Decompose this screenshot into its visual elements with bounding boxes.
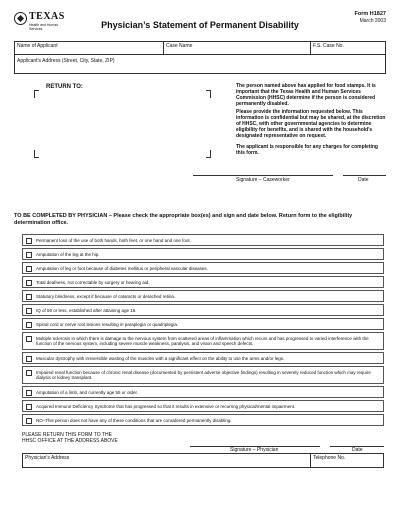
address-corner-bottom-right bbox=[206, 150, 211, 158]
form-number: Form H1827 bbox=[354, 11, 386, 17]
condition-item[interactable]: Permanent loss of the use of both hands, both feet, or one hand and one foot. bbox=[22, 234, 384, 246]
address-corner-top-left bbox=[34, 90, 39, 98]
checkbox[interactable] bbox=[26, 418, 32, 424]
condition-item[interactable]: Spinal cord or nerve root lesions resulting in paraplegia or quadriplegia. bbox=[22, 318, 384, 330]
condition-item[interactable]: Amputation of the leg at the hip. bbox=[22, 248, 384, 260]
logo-subtitle: Health and Human Services bbox=[29, 23, 59, 31]
caseworker-signature-line[interactable] bbox=[193, 175, 333, 176]
checkbox[interactable] bbox=[26, 294, 32, 300]
return-instruction-line1: PLEASE RETURN THIS FORM TO THE bbox=[22, 432, 112, 438]
notice-paragraph-3: The applicant is responsible for any charges for completing this form. bbox=[236, 144, 378, 156]
applicant-name-field[interactable]: Name of Applicant bbox=[17, 43, 58, 49]
caseworker-signature-label: Signature – Caseworker bbox=[236, 177, 290, 183]
form-date: March 2003 bbox=[359, 18, 386, 24]
address-corner-top-right bbox=[206, 90, 211, 98]
physician-instructions: TO BE COMPLETED BY PHYSICIAN – Please check the appropriate box(es) and sign and date below. Return form to the eligibility determination office. bbox=[14, 213, 353, 226]
condition-item[interactable]: Impaired renal function because of chronic renal disease (documented by persistent adverse objective findings) resulting in severely reduced function which may require dialysis or kidney transplant. bbox=[22, 366, 384, 384]
checkbox[interactable] bbox=[26, 356, 32, 362]
return-instruction-line2: HHSC OFFICE AT THE ADDRESS ABOVE bbox=[22, 438, 118, 444]
condition-item[interactable]: NO–This person does not have any of these conditions that are considered permanently disabling. bbox=[22, 414, 384, 426]
address-corner-bottom-left bbox=[34, 150, 39, 158]
case-name-field[interactable]: Case Name bbox=[166, 43, 193, 49]
checkbox[interactable] bbox=[26, 280, 32, 286]
checkbox[interactable] bbox=[26, 266, 32, 272]
fs-case-no-field[interactable]: F.S. Case No. bbox=[313, 43, 344, 49]
physician-signature-label: Signature – Physician bbox=[230, 447, 279, 453]
divider bbox=[310, 453, 311, 468]
condition-item[interactable]: Amputation of a limb, and currently age 55 or older. bbox=[22, 386, 384, 398]
checkbox[interactable] bbox=[26, 336, 32, 342]
physician-address-field[interactable]: Physician's Address bbox=[25, 455, 70, 461]
checkbox[interactable] bbox=[26, 252, 32, 258]
divider bbox=[310, 41, 311, 54]
checkbox[interactable] bbox=[26, 390, 32, 396]
return-to-label: RETURN TO: bbox=[46, 84, 83, 90]
applicant-address-field[interactable]: Applicant's Address (Street, City, State, ZIP) bbox=[17, 58, 115, 64]
checkbox[interactable] bbox=[26, 308, 32, 314]
form-title: Physician’s Statement of Permanent Disability bbox=[101, 20, 299, 30]
condition-item[interactable]: Muscular dystrophy with irreversible wasting of the muscles with a significant effect on the ability to use the arms and/or legs. bbox=[22, 352, 384, 364]
checkbox[interactable] bbox=[26, 370, 32, 376]
divider bbox=[14, 54, 386, 55]
divider bbox=[163, 41, 164, 54]
notice-paragraph-2: Please provide the information requested below. This information is confidential but may be shared, at the discretion of HHSC, with other governmental agencies to determine eligibility for benefits, and is shared with the household's designated representative on request. bbox=[236, 109, 386, 139]
caseworker-date-label: Date bbox=[358, 177, 369, 183]
checkbox[interactable] bbox=[26, 322, 32, 328]
notice-paragraph-1: The person named above has applied for food stamps. It is important that the Texas Health and Human Services Commission (HHSC) determine if the person is considered permanently disabled. bbox=[236, 83, 376, 107]
condition-item[interactable]: Multiple sclerosis in which there is damage to the nervous system from scattered areas of inflammation which recurs and has progressed to varied interference with the function of the nervous system, including severe muscle weakness, paralysis, and vision and speech defects. bbox=[22, 332, 384, 350]
condition-item[interactable]: Acquired Immune Deficiency Syndrome that has progressed so that it results in extensive or recurring physical/mental impairment. bbox=[22, 400, 384, 412]
telephone-field[interactable]: Telephone No. bbox=[313, 455, 346, 461]
physician-date-label: Date bbox=[352, 447, 363, 453]
condition-item[interactable]: Total deafness, not correctable by surgery or hearing aid. bbox=[22, 276, 384, 288]
logo-name: TEXAS bbox=[29, 11, 65, 22]
condition-item[interactable]: Amputation of leg or foot because of diabetes mellitus or peripheral vascular diseases. bbox=[22, 262, 384, 274]
checkbox[interactable] bbox=[26, 238, 32, 244]
caseworker-date-line[interactable] bbox=[343, 175, 386, 176]
condition-item[interactable]: IQ of 59 or less, established after attaining age 16. bbox=[22, 304, 384, 316]
checkbox[interactable] bbox=[26, 404, 32, 410]
condition-item[interactable]: Statutory blindness, except if because of cataracts or detached retina. bbox=[22, 290, 384, 302]
